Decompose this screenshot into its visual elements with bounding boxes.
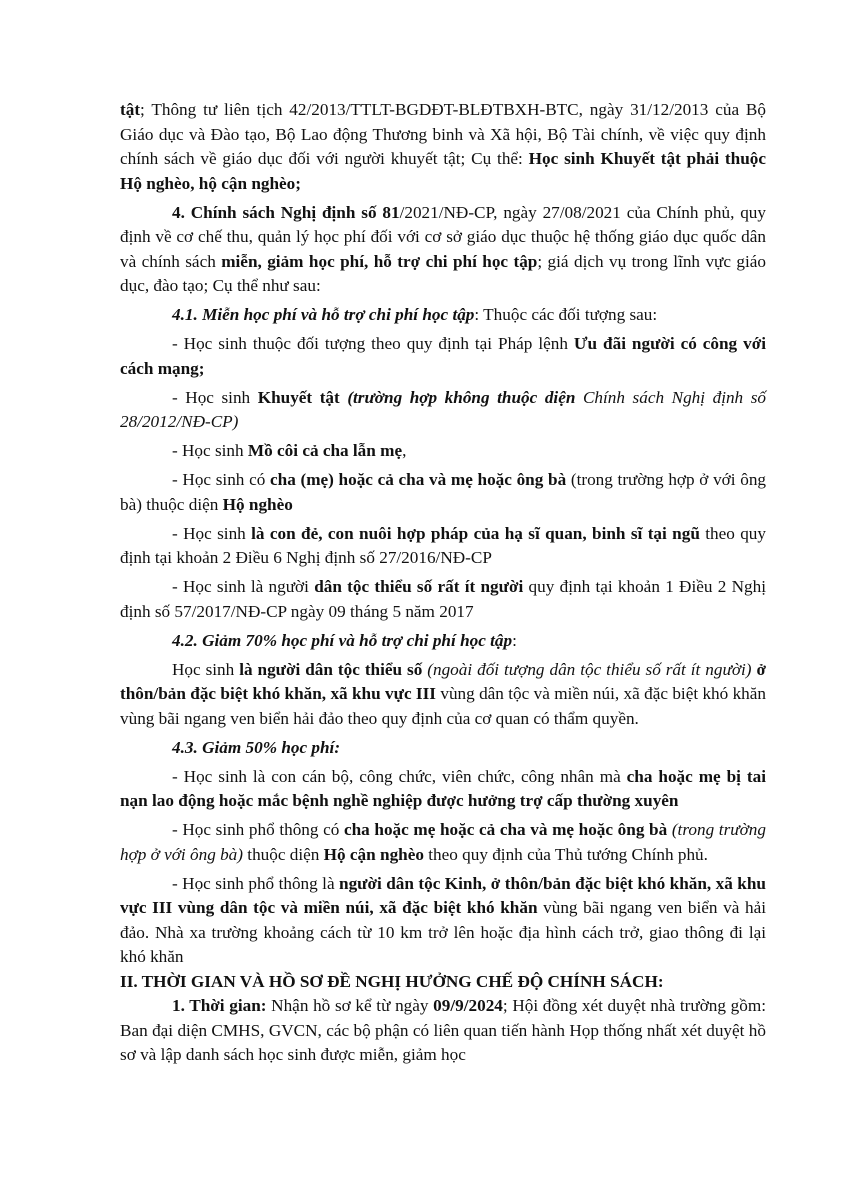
list-item: - Học sinh Khuyết tật (trường hợp không thuộc diện Chính sách Nghị định số 28/2012/NĐ-CP): [120, 387, 766, 431]
list-item: - Học sinh có cha (mẹ) hoặc cả cha và mẹ hoặc ông bà (trong trường hợp ở với ông bà) thuộc diện Hộ nghèo: [120, 470, 767, 514]
heading-4-3: 4.3. Giảm 50% học phí:: [172, 737, 341, 757]
paragraph-timeline: 1. Thời gian: Nhận hồ sơ kể từ ngày 09/9/2024; Hội đồng xét duyệt nhà trường gồm: Ban đại diện CMHS, GVCN, các bộ phận có liên quan tiến hành Họp thống nhất xét duyệt hồ sơ và lập danh sách học sinh được miễn, giảm học: [120, 996, 766, 1064]
list-item: - Học sinh Mồ côi cả cha lẫn mẹ,: [172, 441, 407, 460]
section-heading-ii: II. THỜI GIAN VÀ HỒ SƠ ĐỀ NGHỊ HƯỞNG CHẾ ĐỘ CHÍNH SÁCH:: [120, 971, 664, 991]
list-item: - Học sinh là con cán bộ, công chức, viên chức, công nhân mà cha hoặc mẹ bị tai nạn lao động hoặc mắc bệnh nghề nghiệp được hưởng trợ cấp thường xuyên: [120, 766, 766, 810]
list-item: - Học sinh phổ thông có cha hoặc mẹ hoặc cả cha và mẹ hoặc ông bà (trong trường hợp ở với ông bà) thuộc diện Hộ cận nghèo theo quy định của Thủ tướng Chính phủ.: [120, 820, 766, 864]
heading-4-1: 4.1. Miễn học phí và hỗ trợ chi phí học tập: Thuộc các đối tượng sau:: [172, 305, 658, 324]
list-item: - Học sinh phổ thông là người dân tộc Kinh, ở thôn/bản đặc biệt khó khăn, xã khu vực III vùng dân tộc và miền núi, xã đặc biệt khó khăn vùng bãi ngang ven biển và hải đảo. Nhà xa trường khoảng cách từ 10 km trở lên hoặc địa hình cách trở, giao thông đi lại khó khăn: [120, 873, 766, 966]
paragraph-disability-policy: tật; Thông tư liên tịch 42/2013/TTLT-BGDĐT-BLĐTBXH-BTC, ngày 31/12/2013 của Bộ Giáo dục và Đào tạo, Bộ Lao động Thương binh và Xã hội, Bộ Tài chính, về việc quy định chính sách về giáo dục đối với người khuyết tật; Cụ thể: Học sinh Khuyết tật phải thuộc Hộ nghèo, hộ cận nghèo;: [120, 100, 766, 193]
document-body: [120, 98, 766, 1072]
heading-4-2: 4.2. Giảm 70% học phí và hỗ trợ chi phí học tập:: [172, 630, 517, 650]
list-item: - Học sinh thuộc đối tượng theo quy định tại Pháp lệnh Ưu đãi người có công với cách mạng;: [120, 334, 766, 378]
paragraph-decree-81: 4. Chính sách Nghị định số 81/2021/NĐ-CP, ngày 27/08/2021 của Chính phủ, quy định về cơ chế thu, quản lý học phí đối với cơ sở giáo dục thuộc hệ thống giáo dục quốc dân và chính sách miễn, giảm học phí, hỗ trợ chi phí học tập; giá dịch vụ trong lĩnh vực giáo dục, đào tạo; Cụ thể như sau:: [120, 202, 766, 295]
list-item: - Học sinh là người dân tộc thiểu số rất ít người quy định tại khoản 1 Điều 2 Nghị định số 57/2017/NĐ-CP ngày 09 tháng 5 năm 2017: [120, 577, 767, 621]
list-item: - Học sinh là con đẻ, con nuôi hợp pháp của hạ sĩ quan, binh sĩ tại ngũ theo quy định tại khoản 2 Điều 6 Nghị định số 27/2016/NĐ-CP: [120, 523, 766, 567]
paragraph-ethnic-minority: Học sinh là người dân tộc thiểu số (ngoài đối tượng dân tộc thiểu số rất ít người) ở thôn/bản đặc biệt khó khăn, xã khu vực III vùng dân tộc và miền núi, xã đặc biệt khó khăn vùng bãi ngang ven biển hải đảo theo quy định của cơ quan có thẩm quyền.: [120, 659, 767, 728]
